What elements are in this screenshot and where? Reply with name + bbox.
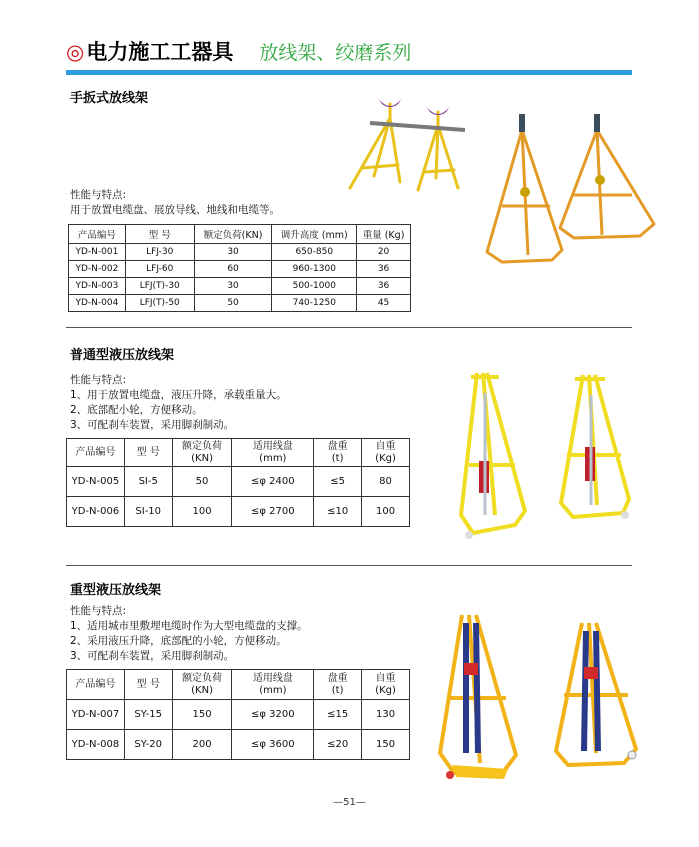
- section-title-heavy-hydraulic-stand: 重型液压放线架: [70, 583, 162, 598]
- table-row: YD-N-006 SI-10 100 ≤φ 2700 ≤10 100: [67, 497, 410, 527]
- page-header: [66, 36, 411, 66]
- table-row: YD-N-003 LFJ(T)-30 30 500-1000 36: [69, 278, 411, 295]
- brand-title: ◎电力施工工器具: [66, 40, 234, 64]
- features-block-3: 性能与特点: 1、适用城市里敷埋电缆时作为大型电缆盘的支撑。 2、采用液压升降，底部配的小轮，方便移动。 3、可配刹车装置，采用脚刹制动。: [70, 605, 308, 662]
- table-row: YD-N-001 LFJ-30 30 650-850 20: [69, 244, 411, 261]
- table-row: YD-N-004 LFJ(T)-50 50 740-1250 45: [69, 295, 411, 312]
- features-block-2: 性能与特点: 1、用于放置电缆盘，液压升降，承载重量大。 2、底部配小轮，方便移动。 3、可配刹车装置，采用脚刹制动。: [70, 374, 287, 431]
- table-header-row: 产品编号 型 号 额定负荷(KN) 调升高度 (mm) 重量 (Kg): [69, 225, 411, 244]
- table-row: YD-N-007 SY-15 150 ≤φ 3200 ≤15 130: [67, 700, 410, 730]
- manual-stand-photo: [340, 90, 470, 195]
- hydraulic-stand-photo: [455, 365, 635, 545]
- table-row: YD-N-002 LFJ-60 60 960-1300 36: [69, 261, 411, 278]
- features-block-1: 性能与特点: 用于放置电缆盘、展放导线、地线和电缆等。: [70, 189, 280, 216]
- table-row: YD-N-008 SY-20 200 ≤φ 3600 ≤20 150: [67, 730, 410, 760]
- heavy-hydraulic-stand-photo: [432, 603, 642, 783]
- ratchet-stand-photo: [482, 110, 657, 268]
- header-accent-bar: [66, 70, 632, 75]
- section-divider: [66, 327, 632, 328]
- section-divider: [66, 565, 632, 566]
- series-title: 放线架、绞磨系列: [259, 42, 412, 64]
- spec-table-1: [68, 224, 411, 312]
- spec-table-2: [66, 438, 410, 527]
- section-title-hydraulic-stand: 普通型液压放线架: [70, 348, 175, 363]
- table-row: YD-N-005 SI-5 50 ≤φ 2400 ≤5 80: [67, 467, 410, 497]
- table-header-row: 产品编号 型 号 额定负荷 (KN) 适用线盘 (mm) 盘重 (t) 自重 (Kg): [67, 670, 410, 700]
- table-header-row: 产品编号 型 号 额定负荷 (KN) 适用线盘 (mm) 盘重 (t) 自重 (Kg): [67, 439, 410, 467]
- section-title-manual-stand: 手扳式放线架: [70, 91, 149, 106]
- page-number: —51—: [333, 797, 366, 808]
- spec-table-3: [66, 669, 410, 760]
- ring-icon: ◎: [66, 40, 85, 64]
